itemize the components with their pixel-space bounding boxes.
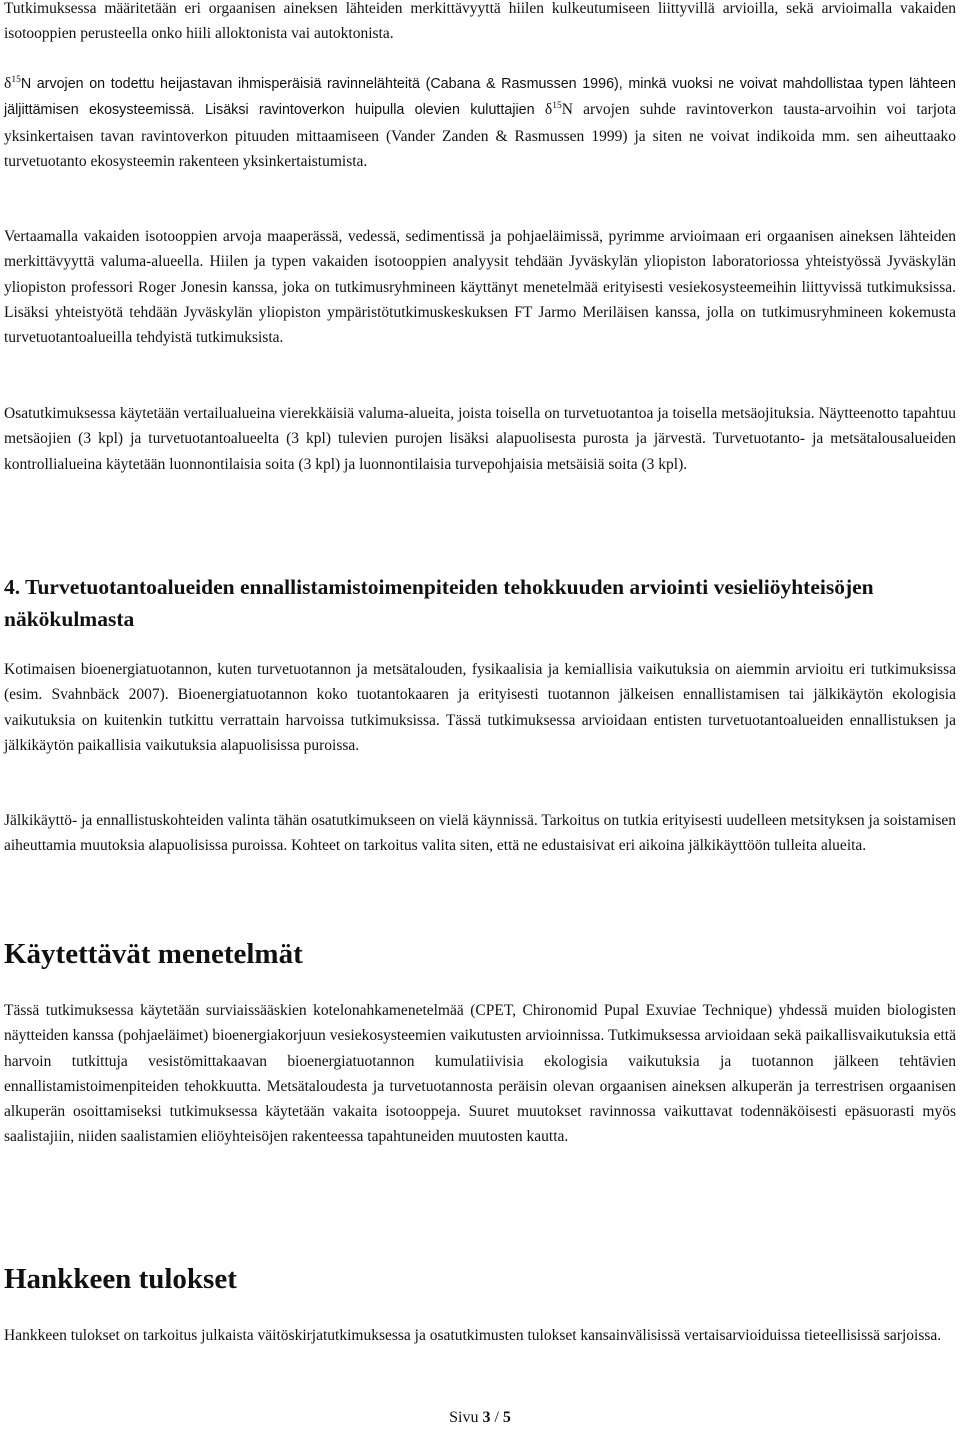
heading-methods: Käytettävät menetelmät	[4, 938, 303, 970]
heading-results: Hankkeen tulokset	[4, 1263, 237, 1295]
paragraph-nitrogen-text-a: N arvojen on todettu heijastavan ihmisperäisiä ravinnelähteitä (Cabana & Rasmussen 1996), minkä vuoksi ne voivat mahdollistaa typen lähteen jäljittämisen ekosysteemissä. Lisäksi ravintoverkon huipulla olevien kuluttajien	[4, 76, 956, 119]
isotope-superscript: 15	[552, 101, 562, 112]
delta-symbol: δ	[4, 75, 12, 92]
delta-symbol: δ	[544, 101, 553, 119]
paragraph-site-selection: Jälkikäyttö- ja ennallistuskohteiden valinta tähän osatutkimukseen on vielä käynnissä. Tarkoitus on tutkia erityisesti uudelleen metsityksen ja soistamisen aiheuttamia muutoksia alapuolisissa puroissa. Kohteet on tarkoitus valita siten, että ne edustaisivat eri aikoina jälkikäyttöön tulleita alueita.	[4, 812, 956, 855]
page-label: Sivu	[449, 1409, 483, 1426]
paragraph-bioenergy: Kotimaisen bioenergiatuotannon, kuten turvetuotannon ja metsätalouden, fysikaalisia ja kemiallisia vaikutuksia on aiemmin arvioitu eri tutkimuksissa (esim. Svahnbäck 2007). Bioenergiatuotannon koko tuotantokaaren ja erityisesti tuotannon jälkeisen ennallistamisen tai jälkikäytön ekologisia vaikutuksia on kuitenkin tutkittu verrattain harvoissa tutkimuksissa. Tässä tutkimuksessa arvioidaan entisten turvetuotantoalueiden ennallistuksen ja jälkikäytön paikallisia vaikutuksia alapuolisissa puroissa.	[4, 661, 956, 754]
paragraph-intro: Tutkimuksessa määritetään eri orgaanisen aineksen lähteiden merkittävyyttä hiilen kulkeutumiseen liittyvillä arvioilla, sekä arvioimalla vakaiden isotooppien perusteella onko hiili alloktonista vai autoktonista.	[4, 0, 956, 43]
page-separator: /	[490, 1409, 503, 1426]
page-current: 3	[482, 1409, 491, 1426]
page-total: 5	[502, 1409, 511, 1426]
paragraph-study-areas: Osatutkimuksessa käytetään vertailualueina vierekkäisiä valuma-alueita, joista toisella on turvetuotantoa ja toisella metsäojituksia. Näytteenotto tapahtuu metsäojien (3 kpl) ja turvetuotantoalueelta (3 kpl) tulevien purojen lisäksi alapuolisesta purosta ja järvestä. Turvetuotanto- ja metsätalousalueiden kontrollialueina käytetään luonnontilaisia soita (3 kpl) ja luonnontilaisia turvepohjaisia metsäisiä soita (3 kpl).	[4, 405, 956, 473]
isotope-superscript: 15	[11, 75, 21, 85]
paragraph-results: Hankkeen tulokset on tarkoitus julkaista väitöskirjatutkimuksessa ja osatutkimusten tulokset kansainvälisissä vertaisarvioiduissa tieteellisissä sarjoissa.	[4, 1327, 942, 1344]
paragraph-methods: Tässä tutkimuksessa käytetään surviaissääskien kotelonahkamenetelmää (CPET, Chironomid Pupal Exuviae Technique) yhdessä muiden biologisten näytteiden kanssa (pohjaeläimet) bioenergiakorjuun vesiekosysteemien vaikutusten arvioinnissa. Tutkimuksessa arvioidaan sekä paikallisvaikutuksia että harvoin tutkittuja vesistömittakaavan bioenergiatuotannon kumulatiivisia ekologisia vaikutuksia ja tuotannon jälkeen tehtävien ennallistamistoimenpiteiden tehokkuutta. Metsätaloudesta ja turvetuotannosta peräisin olevan orgaanisen aineksen alkuperän ja terrestrisen orgaanisen alkuperän osoittamiseksi tutkimuksessa käytetään vakaita isotooppeja. Suuret muutokset ravinnossa vaikuttavat todennäköisesti epäsuorasti myös saalistajiin, niiden saalistamien eliöyhteisöjen rakenteessa tapahtuneiden muutosten kautta.	[4, 1002, 956, 1146]
paragraph-isotope-comparison: Vertaamalla vakaiden isotooppien arvoja maaperässä, vedessä, sedimentissä ja pohjaeläimissä, pyrimme arvioimaan eri orgaanisen aineksen lähteiden merkittävyyttä valuma-alueella. Hiilen ja typen vakaiden isotooppien analyysit tehdään Jyväskylän yliopiston laboratoriossa yhteistyössä Jyväskylän yliopiston professori Roger Jonesin kanssa, joka on tutkimusryhmineen käyttänyt menetelmää erityisesti vesiekosysteemeihin liittyvissä tutkimuksissa. Lisäksi yhteistyötä tehdään Jyväskylän yliopiston ympäristötutkimuskeskuksen FT Jarmo Meriläisen kanssa, jolla on tutkimusryhmineen kokemusta turvetuotantoalueilla tehdyistä tutkimuksista.	[4, 228, 956, 347]
page-footer	[0, 1408, 960, 1428]
paragraph-nitrogen-text-b: N arvojen suhde ravintoverkon tausta-arvoihin voi tarjota yksinkertaisen tavan ravintoverkon pituuden mittaamiseen (Vander Zanden & Rasmussen 1999) ja siten ne voivat indikoida mm. sen aiheuttaako turvetuotanto ekosysteemin rakenteen yksinkertaistumista.	[4, 101, 956, 170]
section-heading-4: 4. Turvetuotantoalueiden ennallistamistoimenpiteiden tehokkuuden arviointi vesieliöyhteisöjen näkökulmasta	[4, 575, 874, 631]
paragraph-nitrogen-isotopes	[4, 71, 956, 174]
